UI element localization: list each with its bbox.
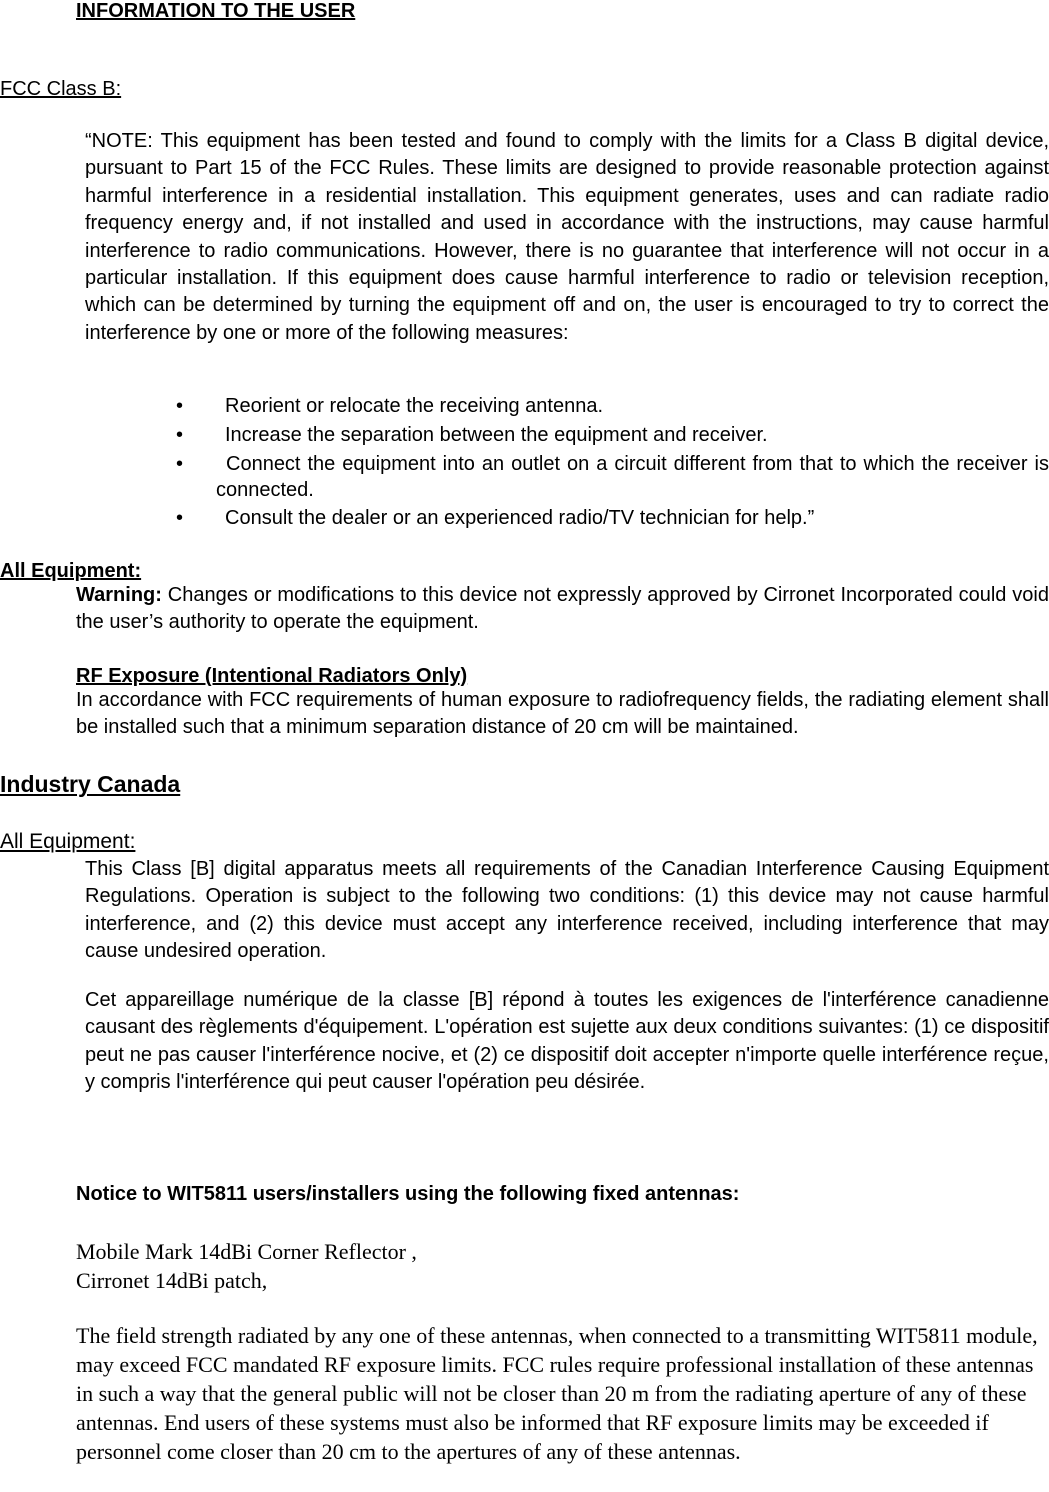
bullet-icon: • bbox=[176, 395, 184, 417]
notice-heading: Notice to WIT5811 users/installers using the following fixed antennas: bbox=[76, 1183, 740, 1205]
bullet-icon: • bbox=[176, 507, 184, 529]
ic-all-equipment-heading: All Equipment: bbox=[0, 830, 136, 853]
industry-canada-heading: Industry Canada bbox=[0, 771, 181, 797]
all-equipment-heading: All Equipment: bbox=[0, 560, 142, 582]
warning-text: Changes or modifications to this device not expressly approved by Cirronet Incorporated could void the user’s authority to operate the equipment. bbox=[76, 584, 1049, 634]
warning-paragraph bbox=[76, 582, 1049, 637]
list-item: Cirronet 14dBi patch, bbox=[76, 1268, 268, 1293]
rf-exposure-paragraph: In accordance with FCC requirements of human exposure to radiofrequency fields, the radiating element shall be installed such that a minimum separation distance of 20 cm will be maintained. bbox=[76, 689, 1049, 739]
list-item: Mobile Mark 14dBi Corner Reflector , bbox=[76, 1239, 417, 1264]
bullet-icon: • bbox=[176, 424, 184, 446]
list-item-text: Consult the dealer or an experienced radio/TV technician for help.” bbox=[225, 507, 815, 529]
antenna-list bbox=[76, 1237, 1049, 1295]
fcc-note-paragraph: “NOTE: This equipment has been tested and found to comply with the limits for a Class B digital device, pursuant to Part 15 of the FCC Rules. These limits are designed to provide reasonable protection against harmful interference in a residential installation. This equipment generates, uses and can radiate radio frequency energy and, if not installed and used in accordance with the instructions, may cause harmful interference to radio communications. However, there is no guarantee that interference will not occur in a particular installation. If this equipment does cause harmful interference to radio or television reception, which can be determined by turning the equipment off and on, the user is encouraged to try to correct the interference by one or more of the following measures: bbox=[85, 130, 1049, 344]
ic-english-paragraph: This Class [B] digital apparatus meets all requirements of the Canadian Interference Causing Equipment Regulations. Operation is subject to the following two conditions: (1) this device may not cause harmful interference, and (2) this device must accept any interference received, including interference that may cause undesired operation. bbox=[85, 858, 1049, 963]
fcc-class-b-heading: FCC Class B: bbox=[0, 78, 122, 100]
list-item-text: Connect the equipment into an outlet on a circuit different from that to which the receiver is connected. bbox=[216, 453, 1049, 501]
warning-label: Warning: bbox=[76, 584, 162, 606]
list-item-text: Reorient or relocate the receiving antenna. bbox=[225, 395, 604, 417]
list-item-text: Increase the separation between the equipment and receiver. bbox=[225, 424, 768, 446]
rf-exposure-heading: RF Exposure (Intentional Radiators Only) bbox=[76, 665, 468, 687]
bullet-icon: • bbox=[176, 453, 184, 475]
page-title: INFORMATION TO THE USER bbox=[76, 0, 356, 22]
notice-paragraph: The field strength radiated by any one of these antennas, when connected to a transmitting WIT5811 module, may exceed FCC mandated RF exposure limits. FCC rules require professional installation of these antennas in such a way that the general public will not be closer than 20 m from the radiating aperture of any of these antennas. End users of these systems must also be informed that RF exposure limits may be exceeded if personnel come closer than 20 cm to the apertures of any of these antennas. bbox=[76, 1323, 1038, 1464]
ic-french-paragraph: Cet appareillage numérique de la classe [B] répond à toutes les exigences de l'interférence canadienne causant des règlements d'équipement. L'opération est sujette aux deux conditions suivantes: (1) ce dispositif peut ne pas causer l'interférence nocive, et (2) ce dispositif doit accepter n'importe quelle interférence reçue, y compris l'interférence qui peut causer l'opération peu désirée. bbox=[85, 989, 1049, 1094]
